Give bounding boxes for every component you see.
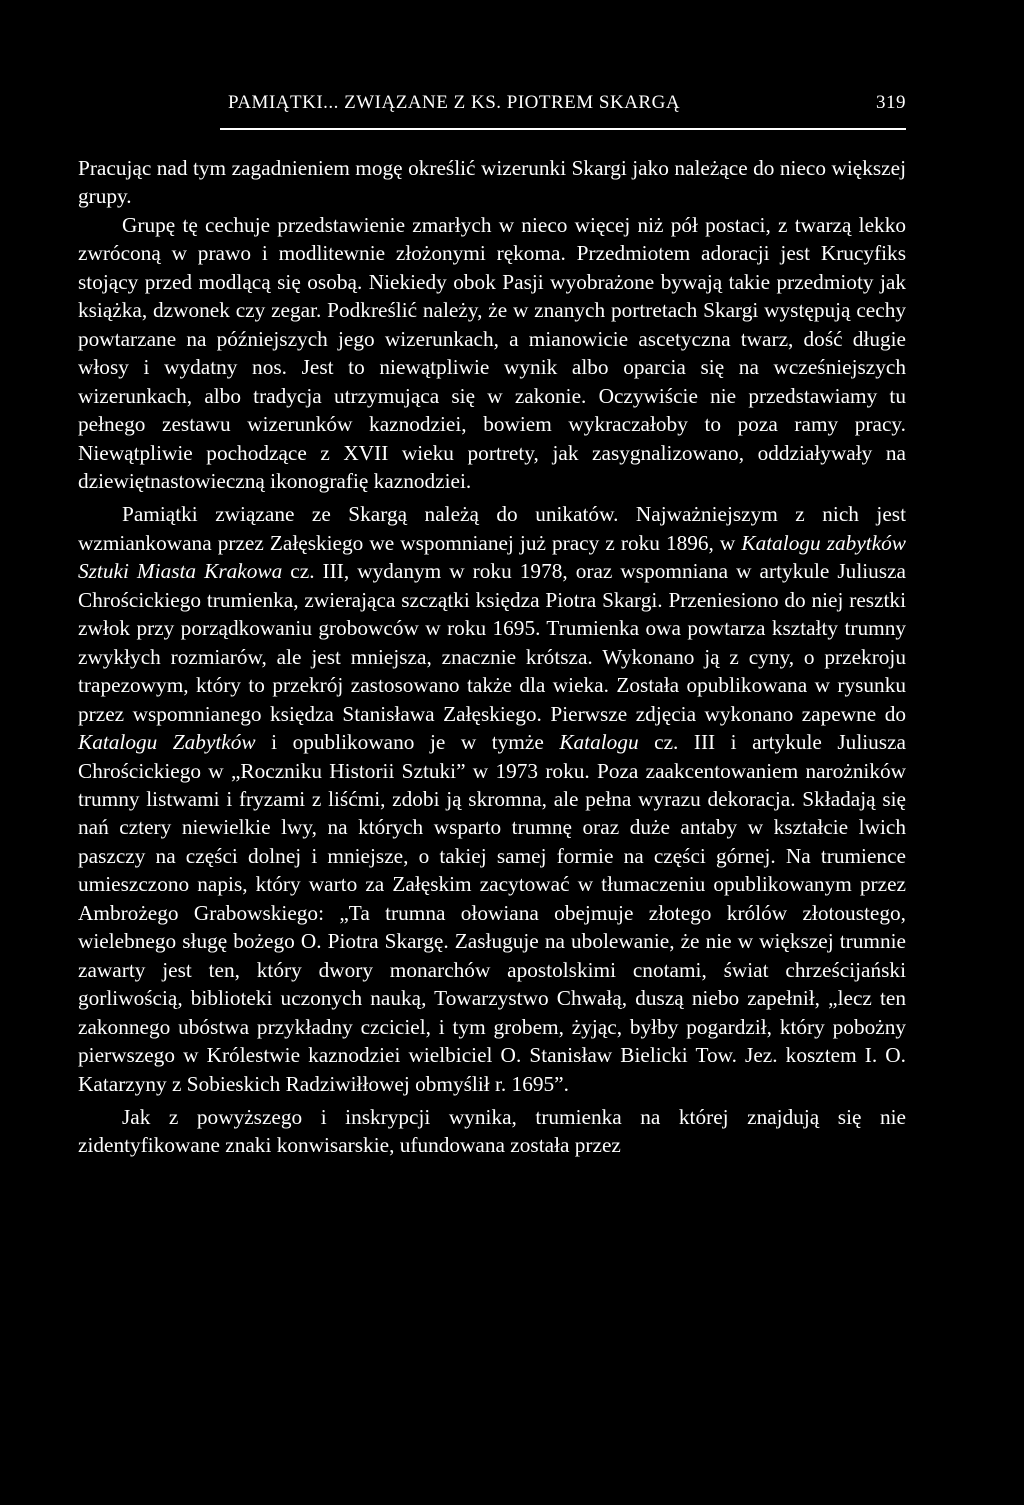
page-number: 319: [876, 92, 906, 113]
paragraph-3-text-2: cz. III, wydanym w roku 1978, oraz wspomniana w artykule Juliusza Chrościckiego trumienka, zwierająca szczątki księdza Piotra Skargi. Przeniesiono do niej resztki zwłok przy porządkowaniu grobowców w roku 1695. Trumienka owa powtarza kształty trumny zwykłych rozmiarów, ale jest mniejsza, znacznie krótsza. Wykonano ją z cyny, o przekroju trapezowym, który to przekrój zastosowano także dla wieka. Została opublikowana w rysunku przez wspomnianego księdza Stanisława Załęskiego. Pierwsze zdjęcia wykonano zapewne do: [78, 559, 906, 726]
italic-title-katalog-zabytkow-sztuki: Katalogu zabytków Sztuki Miasta Krakowa: [78, 530, 906, 584]
paragraph-3: [78, 500, 906, 1098]
header-rule: [220, 128, 906, 130]
paragraph-3-text-4: cz. III i artykule Juliusza Chrościckiego w „Roczniku Historii Sztuki” w 1973 roku. Poza zaakcentowaniem narożników trumny listwami i fryzami z liśćmi, zdobi ją skromna, ale pełna wyrazu dekoracja. Składają się nań cztery niewielkie lwy, na których wsparto trumnę oraz duże antaby w kształcie lwich paszczy na części dolnej i mniejsze, o takiej samej formie na części górnej. Na trumience umieszczono napis, który warto za Załęskim zacytować w tłumaczeniu opublikowanym przez Ambrożego Grabowskiego: „Ta trumna ołowiana obejmuje złotego królów złotoustego, wielebnego sługę bożego O. Piotra Skargę. Zasługuje na ubolewanie, że nie w większej trumnie zawarty jest ten, który dwory monarchów apostolskimi cnotami, świat chrześcijański gorliwością, biblioteki uczonych nauką, Towarzystwo Chwałą, duszą niebo zapełnił, „lecz ten zakonnego ubóstwa przykładny czciciel, i tym grobem, żyjąc, byłby pogardził, który pobożny pierwszego w Królestwie kaznodziei wielbiciel O. Stanisław Bielicki Tow. Jez. kosztem I. O. Katarzyny z Sobieskich Radziwiłłowej obmyślił r. 1695”.: [78, 730, 907, 1096]
italic-title-katalogu: Katalogu: [559, 730, 639, 755]
paragraph-3-text-1: Pamiątki związane ze Skargą należą do unikatów. Najważniejszym z nich jest wzmiankowana przez Załęskiego we wspomnianej już pracy z roku 1896, w: [78, 502, 906, 555]
paragraph-4: Jak z powyższego i inskrypcji wynika, trumienka na której znajdują się nie zidentyfikowane znaki konwisarskie, ufundowana została przez: [78, 1104, 906, 1158]
italic-title-katalogu-zabytkow: Katalogu Zabytków: [78, 730, 256, 755]
paragraph-2: Grupę tę cechuje przedstawienie zmarłych w nieco więcej niż pół postaci, z twarzą lekko zwróconą w prawo i modlitewnie złożonymi rękoma. Przedmiotem adoracji jest Krucyfiks stojący przed modlącą się osobą. Niekiedy obok Pasji wyobrażone bywają takie przedmioty jak książka, dzwonek czy zegar. Podkreślić należy, że w znanych portretach Skargi występują cechy powtarzane na późniejszych jego wizerunkach, a mianowicie ascetyczna twarz, dość długie włosy i wydatny nos. Jest to niewątpliwie wynik albo oparcia się na wcześniejszych wizerunkach, albo tradycja utrzymująca się w zakonie. Oczywiście nie przedstawiamy tu pełnego zestawu wizerunków kaznodziei, bowiem wykraczałoby to poza ramy pracy. Niewątpliwie pochodzące z XVII wieku portrety, jak zasygnalizowano, oddziaływały na dziewiętnastowieczną ikonografię kaznodziei.: [78, 212, 906, 493]
body-text: [78, 154, 906, 1160]
running-head-title: PAMIĄTKI... ZWIĄZANE Z KS. PIOTREM SKARGĄ: [228, 92, 681, 113]
paragraph-1: Pracując nad tym zagadnieniem mogę określić wizerunki Skargi jako należące do nieco większej grupy.: [78, 156, 906, 209]
paragraph-3-text-3: i opublikowano je w tymże: [255, 730, 560, 755]
running-head: [78, 92, 906, 118]
